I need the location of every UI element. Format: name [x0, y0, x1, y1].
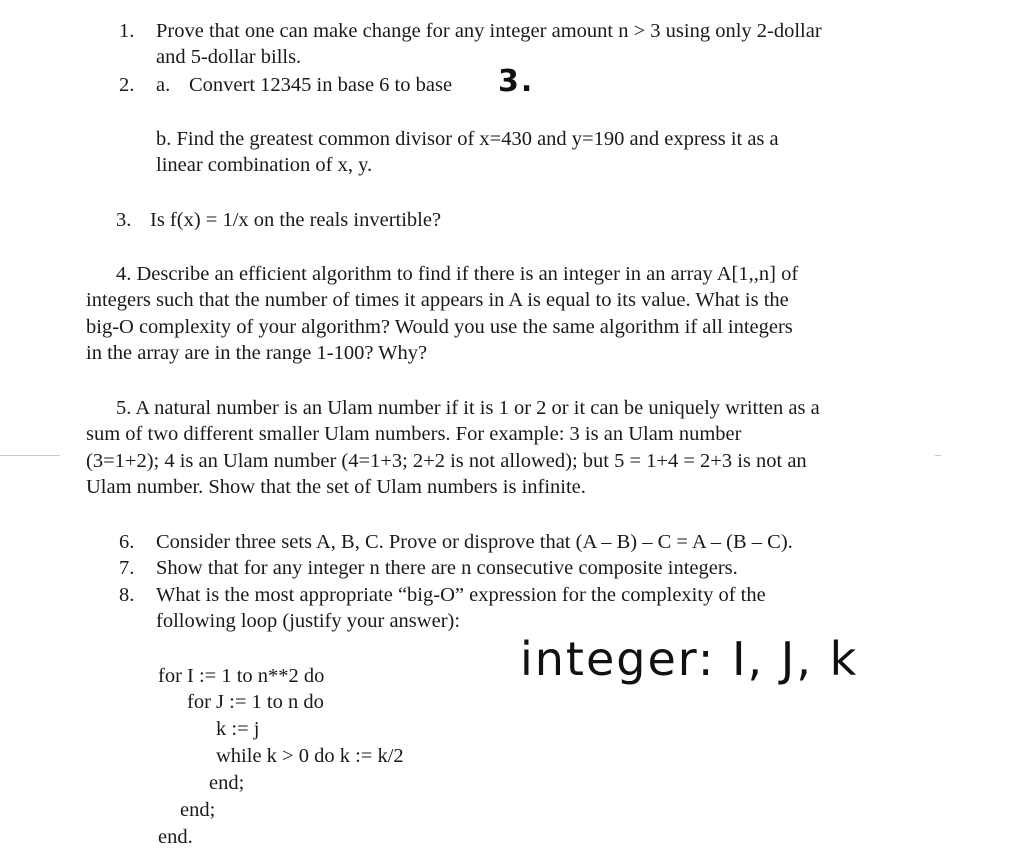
q8-line1: What is the most appropriate “big-O” expression for the complexity of the — [156, 584, 766, 606]
q4-line1: 4. Describe an efficient algorithm to find if there is an integer in an array A[1,,n] of — [116, 263, 799, 285]
q2-handwritten-base: 3. — [498, 64, 535, 99]
q3-text: Is f(x) = 1/x on the reals invertible? — [150, 209, 442, 231]
handwritten-integer-note: integer: I, J, k — [520, 632, 859, 686]
q5-line2: sum of two different smaller Ulam numbers. For example: 3 is an Ulam number — [86, 423, 742, 445]
code-line-4: while k > 0 do k := k/2 — [216, 745, 404, 767]
q2-part-a-text: Convert 12345 in base 6 to base — [189, 74, 453, 96]
q6-text: Consider three sets A, B, C. Prove or disprove that (A – B) – C = A – (B – C). — [156, 531, 793, 553]
code-line-6: end; — [180, 799, 216, 821]
q8-number: 8. — [119, 584, 135, 606]
q7-number: 7. — [119, 557, 135, 579]
q2-part-a-label: a. — [156, 74, 171, 96]
code-line-1: for I := 1 to n**2 do — [158, 665, 325, 687]
code-line-3: k := j — [216, 718, 260, 740]
scan-mark-right — [935, 455, 941, 456]
q1-line2: and 5-dollar bills. — [156, 46, 302, 68]
q2-number: 2. — [119, 74, 135, 96]
q8-line2: following loop (justify your answer): — [156, 610, 461, 632]
q2-part-b-line1: b. Find the greatest common divisor of x=430 and y=190 and express it as a — [156, 128, 779, 150]
q5-line4: Ulam number. Show that the set of Ulam numbers is infinite. — [86, 476, 586, 498]
q4-line2: integers such that the number of times it appears in A is equal to its value. What is the — [86, 289, 789, 311]
code-line-5: end; — [209, 772, 245, 794]
code-line-2: for J := 1 to n do — [187, 691, 324, 713]
q7-text: Show that for any integer n there are n consecutive composite integers. — [156, 557, 738, 579]
q2-part-b-line2: linear combination of x, y. — [156, 154, 373, 176]
code-line-7: end. — [158, 826, 193, 848]
q6-number: 6. — [119, 531, 135, 553]
scan-mark-left — [0, 455, 60, 456]
q5-line1: 5. A natural number is an Ulam number if it is 1 or 2 or it can be uniquely written as a — [116, 397, 820, 419]
q4-line3: big-O complexity of your algorithm? Would you use the same algorithm if all integers — [86, 316, 793, 338]
q1-line1: Prove that one can make change for any integer amount n > 3 using only 2-dollar — [156, 20, 822, 42]
q5-line3: (3=1+2); 4 is an Ulam number (4=1+3; 2+2 is not allowed); but 5 = 1+4 = 2+3 is not an — [86, 450, 807, 472]
q1-number: 1. — [119, 20, 135, 42]
q4-line4: in the array are in the range 1-100? Why? — [86, 342, 428, 364]
q3-number: 3. — [116, 209, 132, 231]
